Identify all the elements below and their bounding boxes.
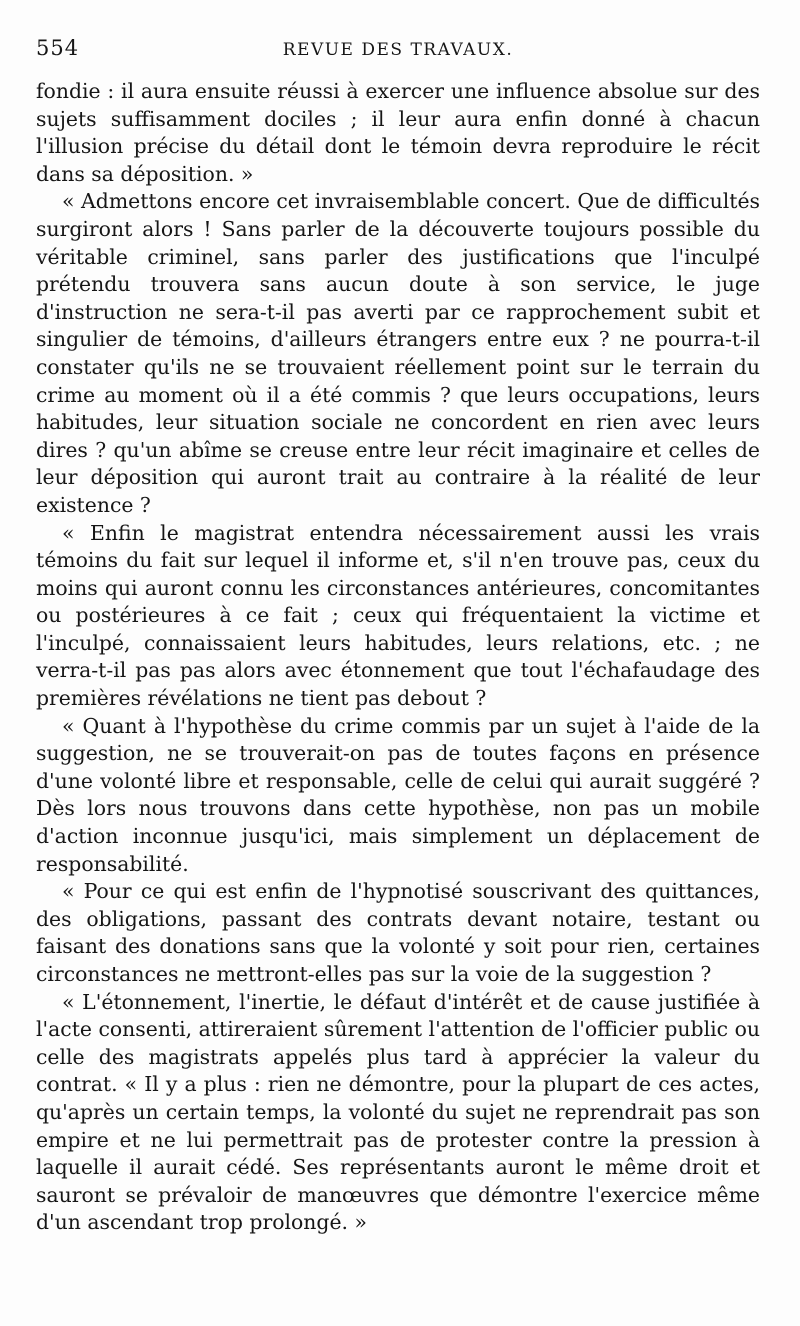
paragraph: « L'étonnement, l'inertie, le défaut d'intérêt et de cause justifiée à l'acte consenti, attireraient sûrement l'attention de l'officier public ou celle des magistrats appelés plus tard à apprécier la valeur du contrat. « Il y a plus : rien ne démontre, pour la plupart de ces actes, qu'après un certain temps, la volonté du sujet ne reprendrait pas son empire et ne lui permettrait pas de protester contre la pression à laquelle il aurait cédé. Ses représentants auront le même droit et sauront se prévaloir de manœuvres que démontre l'exercice même d'un ascendant trop prolongé. » [36,989,760,1235]
paragraph: « Pour ce qui est enfin de l'hypnotisé souscrivant des quittances, des obligations, passant des contrats devant notaire, testant ou faisant des donations sans que la volonté y soit pour rien, certaines circonstances ne mettront-elles pas sur la voie de la suggestion ? [36,879,760,986]
paragraph: « Quant à l'hypothèse du crime commis par un sujet à l'aide de la suggestion, ne se trouverait-on pas de toutes façons en présence d'une volonté libre et responsable, celle de celui qui aurait suggéré ? Dès lors nous trouvons dans cette hypothèse, non pas un mobile d'action inconnue jusqu'ici, mais simplement un déplacement de responsabilité. [36,713,760,876]
paragraph: « Admettons encore cet invraisemblable concert. Que de difficultés surgiront alors ! Sans parler de la découverte toujours possible du véritable criminel, sans parler des justifications que l'inculpé prétendu trouvera sans aucun doute à son service, le juge d'instruction ne sera-t-il pas averti par ce rapprochement subit et singulier de témoins, d'ailleurs étrangers entre eux ? ne pourra-t-il constater qu'ils ne se trouvaient réellement point sur le terrain du crime au moment où il a été commis ? que leurs occupations, leurs habitudes, leur situation sociale ne concordent en rien avec leurs dires ? qu'un abîme se creuse entre leur récit imaginaire et celles de leur déposition qui auront trait au contraire à la réalité de leur existence ? [36,189,760,517]
paragraph: « Enfin le magistrat entendra nécessairement aussi les vrais témoins du fait sur lequel il informe et, s'il n'en trouve pas, ceux du moins qui auront connu les circonstances antérieures, concomitantes ou postérieures à ce fait ; ceux qui fréquentaient la victime et l'inculpé, connaissaient leurs habitudes, leurs relations, etc. ; ne verra-t-il pas pas alors avec étonnement que tout l'échafaudage des premières révélations ne tient pas debout ? [36,520,760,711]
running-title: REVUE DES TRAVAUX. [282,40,514,60]
body-text [36,78,760,1237]
page-header [36,36,760,78]
page-number: 554 [36,36,80,60]
paragraph-continuation: fondie : il aura ensuite réussi à exercer une influence absolue sur des sujets suffisamment dociles ; il leur aura enfin donné à chacun l'illusion précise du détail dont le témoin devra reproduire le récit dans sa déposition. » [36,79,760,186]
